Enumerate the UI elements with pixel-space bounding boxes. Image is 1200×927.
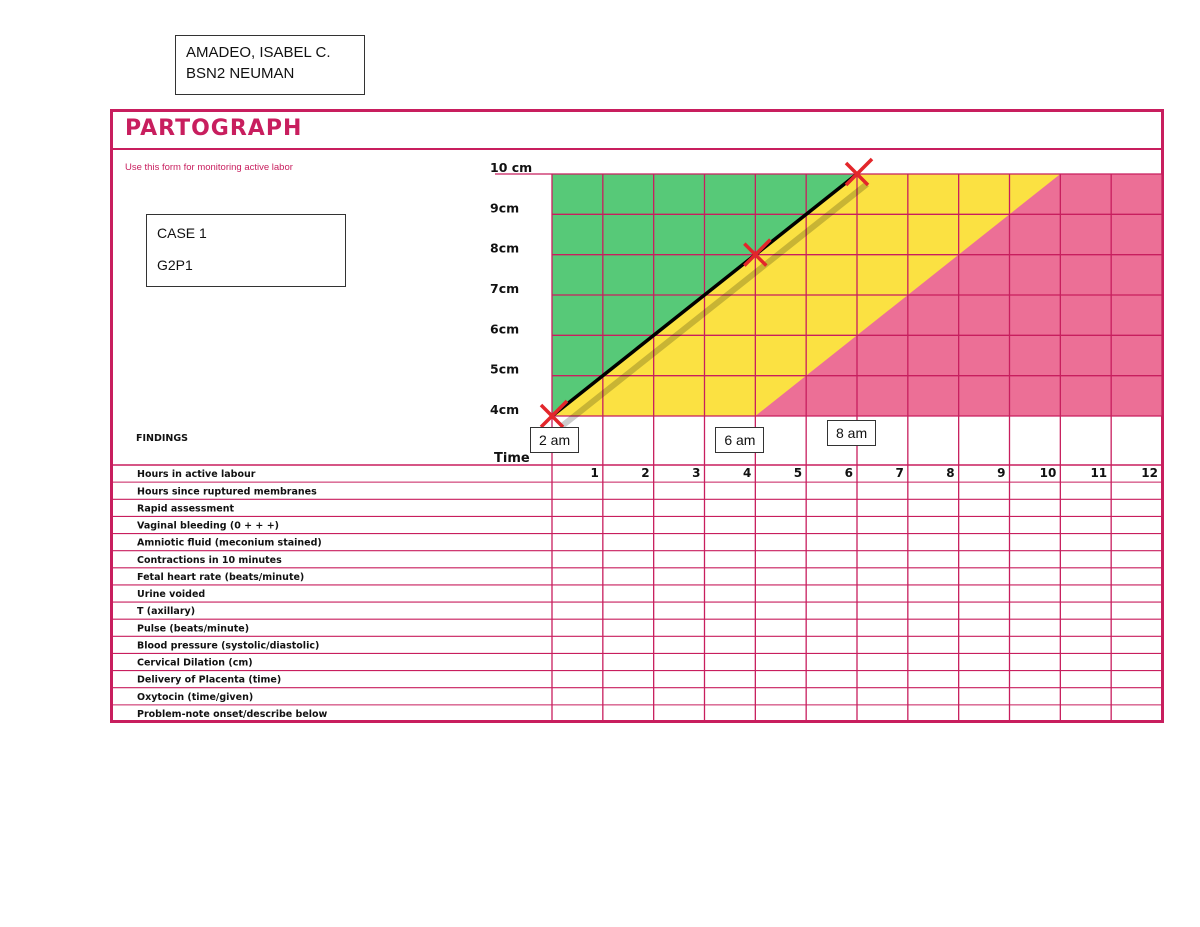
y-tick-label: 10 cm — [490, 160, 533, 175]
case-label: CASE 1 — [157, 225, 207, 241]
x-tick-label: 8 — [946, 466, 955, 480]
findings-heading: FINDINGS — [136, 433, 188, 444]
finding-label: Rapid assessment — [137, 503, 235, 515]
x-tick-label: 10 — [1039, 466, 1057, 480]
time-annotation: 6 am — [715, 427, 764, 453]
case-box — [146, 214, 346, 287]
x-tick-label: 1 — [590, 466, 599, 480]
x-tick-label: 11 — [1090, 466, 1108, 480]
y-tick-label: 7cm — [490, 281, 520, 296]
finding-label: Hours since ruptured membranes — [137, 486, 317, 498]
y-tick-label: 9cm — [490, 200, 520, 216]
time-annotation: 8 am — [827, 420, 876, 446]
form-title: PARTOGRAPH — [125, 116, 303, 141]
finding-label: Pulse (beats/minute) — [137, 623, 250, 635]
finding-label: Amniotic fluid (meconium stained) — [137, 537, 322, 549]
y-tick-label: 8cm — [490, 240, 520, 256]
finding-label: Delivery of Placenta (time) — [137, 674, 282, 686]
student-section: BSN2 NEUMAN — [186, 65, 295, 82]
x-tick-label: 5 — [793, 466, 803, 480]
finding-label: Cervical Dilation (cm) — [137, 657, 253, 669]
x-tick-label: 3 — [692, 466, 701, 480]
finding-label: Blood pressure (systolic/diastolic) — [137, 640, 320, 652]
finding-label: Fetal heart rate (beats/minute) — [137, 571, 305, 583]
y-axis-labels — [490, 160, 532, 466]
x-tick-label: 12 — [1141, 466, 1158, 480]
x-tick-label: 7 — [895, 466, 904, 480]
time-label: Time — [494, 451, 530, 466]
y-tick-label: 5cm — [490, 361, 520, 377]
x-tick-label: 2 — [641, 466, 650, 480]
y-tick-label: 4cm — [490, 402, 520, 417]
time-annotation: 2 am — [530, 427, 579, 453]
x-tick-label: 6 — [844, 466, 853, 480]
x-tick-label: 9 — [997, 466, 1006, 480]
finding-label: Urine voided — [137, 589, 206, 601]
x-tick-label: 4 — [742, 466, 752, 480]
finding-label: Problem-note onset/describe below — [137, 709, 328, 720]
finding-label: Hours in active labour — [137, 469, 256, 481]
finding-label: Vaginal bleeding (0 + + +) — [137, 520, 280, 532]
x-axis-labels — [590, 466, 1158, 480]
student-name: AMADEO, ISABEL C. — [186, 44, 331, 61]
case-obstetric-score: G2P1 — [157, 257, 193, 273]
form-subtitle: Use this form for monitoring active labor — [125, 162, 293, 173]
finding-label: Contractions in 10 minutes — [137, 554, 282, 566]
y-tick-label: 6cm — [490, 321, 520, 337]
finding-label: T (axillary) — [137, 606, 196, 618]
finding-label: Oxytocin (time/given) — [137, 691, 254, 703]
